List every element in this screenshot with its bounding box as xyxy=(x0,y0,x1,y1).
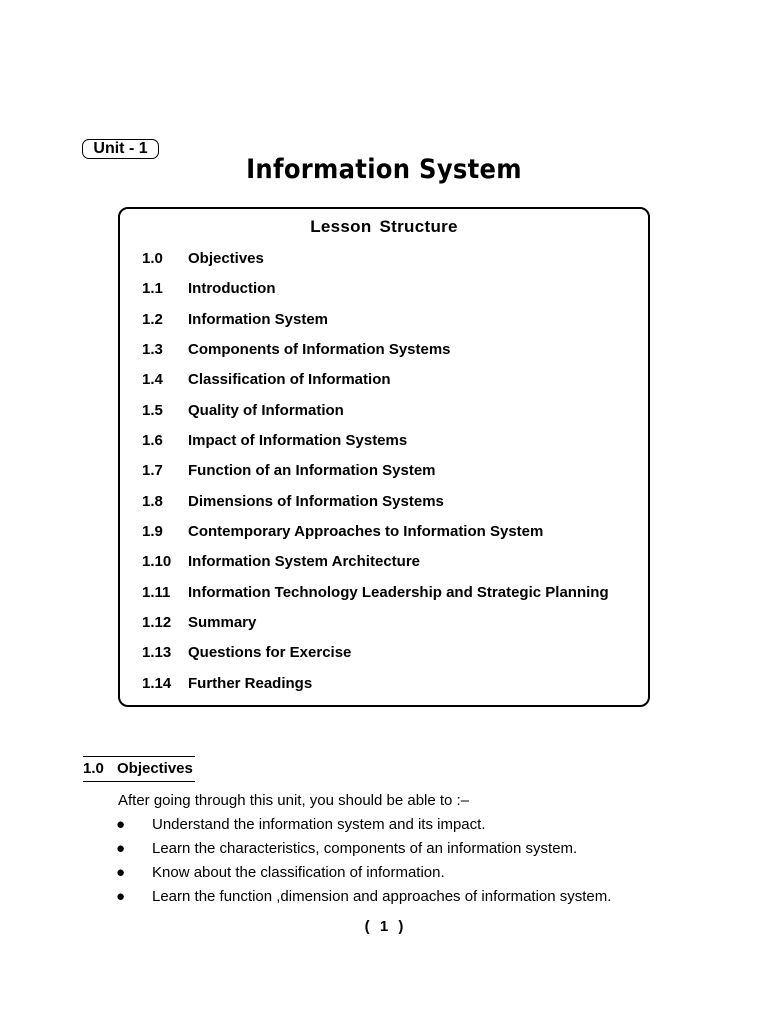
lesson-structure-heading: Lesson Structure xyxy=(310,217,458,236)
lesson-item xyxy=(142,431,609,461)
lesson-item xyxy=(142,340,609,370)
lesson-item-label: Information Technology Leadership and Strategic Planning xyxy=(188,583,609,601)
lesson-item-number: 1.12 xyxy=(142,614,172,632)
lesson-item-number: 1.3 xyxy=(142,341,163,359)
section-number: 1.0 xyxy=(83,760,104,777)
lesson-item-label: Questions for Exercise xyxy=(188,644,352,662)
bullet-icon: ● xyxy=(116,864,126,881)
lesson-item xyxy=(142,401,609,431)
lesson-item-label: Function of an Information System xyxy=(188,462,436,480)
lesson-item-label: Dimensions of Information Systems xyxy=(188,492,444,510)
lesson-item xyxy=(142,613,609,643)
lesson-item-label: Impact of Information Systems xyxy=(188,432,408,450)
bullet-text: Understand the information system and its impact. xyxy=(152,816,486,833)
lesson-item-label: Components of Information Systems xyxy=(188,341,451,359)
lesson-item xyxy=(142,583,609,613)
bullet-text: Learn the characteristics, components of an information system. xyxy=(152,840,578,857)
lesson-item-label: Quality of Information xyxy=(188,401,344,419)
bullet-item xyxy=(116,815,611,839)
lesson-item-label: Objectives xyxy=(188,250,264,267)
lesson-item-number: 1.11 xyxy=(142,583,171,601)
bullet-icon: ● xyxy=(116,816,126,833)
bullet-item xyxy=(116,887,611,911)
bullet-item xyxy=(116,863,611,887)
lesson-structure-list xyxy=(142,249,609,704)
lesson-item-label: Classification of Information xyxy=(188,371,391,389)
lesson-item xyxy=(142,370,609,400)
bullet-item xyxy=(116,839,611,863)
lesson-structure-box xyxy=(118,207,650,707)
lesson-item-label: Contemporary Approaches to Information System xyxy=(188,523,544,541)
bullet-icon: ● xyxy=(116,888,126,905)
lesson-item-label: Information System Architecture xyxy=(188,553,420,571)
lesson-item-number: 1.1 xyxy=(142,280,163,298)
page-number: ( 1 ) xyxy=(364,918,404,935)
lesson-item-label: Further Readings xyxy=(188,674,313,692)
lesson-item-number: 1.2 xyxy=(142,310,163,328)
lesson-item-number: 1.5 xyxy=(142,401,163,419)
lesson-item xyxy=(142,461,609,491)
lesson-item xyxy=(142,279,609,309)
section-title: Objectives xyxy=(117,760,193,777)
lesson-item-number: 1.4 xyxy=(142,371,163,389)
unit-badge: Unit - 1 xyxy=(82,139,159,159)
lesson-item xyxy=(142,643,609,673)
bullet-text: Know about the classification of information. xyxy=(152,864,445,881)
lesson-item-number: 1.8 xyxy=(142,492,163,510)
lesson-item-number: 1.13 xyxy=(142,644,172,662)
lesson-item xyxy=(142,674,609,704)
lesson-item xyxy=(142,552,609,582)
lesson-item-label: Information System xyxy=(188,310,329,328)
lesson-item xyxy=(142,249,609,279)
lesson-item-number: 1.10 xyxy=(142,553,172,571)
lesson-item-number: 1.14 xyxy=(142,674,172,692)
lesson-item-number: 1.6 xyxy=(142,432,163,450)
lesson-item xyxy=(142,310,609,340)
bullet-icon: ● xyxy=(116,840,126,857)
bullet-text: Learn the function ,dimension and approaches of information system. xyxy=(152,888,612,905)
lesson-item-label: Summary xyxy=(188,614,257,632)
lesson-item-number: 1.7 xyxy=(142,462,163,480)
lesson-item-number: 1.9 xyxy=(142,523,163,541)
objectives-bullet-list xyxy=(116,815,611,911)
objectives-section-heading xyxy=(83,756,195,782)
objectives-intro: After going through this unit, you should be able to :– xyxy=(118,792,470,809)
lesson-item xyxy=(142,492,609,522)
lesson-item xyxy=(142,522,609,552)
lesson-item-number: 1.0 xyxy=(142,250,163,267)
lesson-item-label: Introduction xyxy=(188,280,276,298)
page-title: Information System xyxy=(246,154,522,185)
